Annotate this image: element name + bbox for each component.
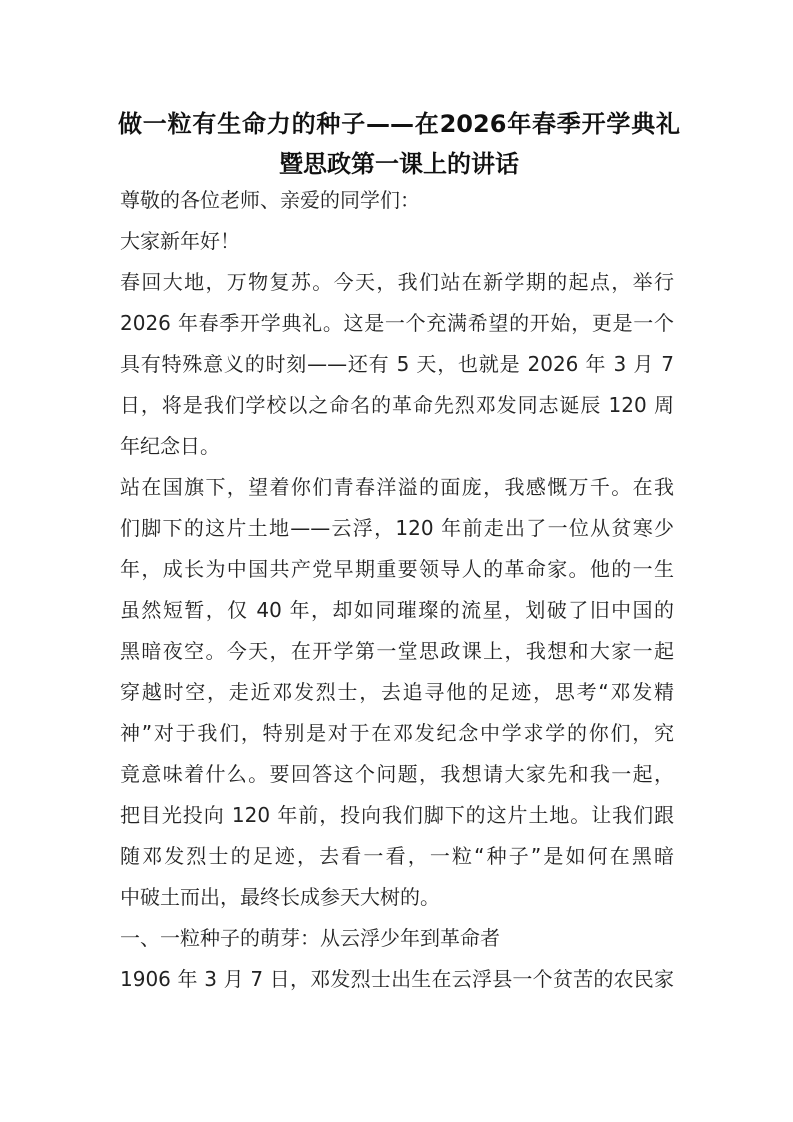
paragraph xyxy=(120,227,674,268)
paragraph xyxy=(120,268,674,473)
paragraph xyxy=(120,924,674,965)
paragraph xyxy=(120,473,674,924)
text-line: 1906 年 3 月 7 日，邓发烈士出生在云浮县一个贫苦的农民家 xyxy=(120,967,674,991)
text-line: 神”对于我们，特别是对于在邓发纪念中学求学的你们，究 xyxy=(120,721,674,745)
document-title-line-1: 做一粒有生命力的种子——在2026年春季开学典礼 xyxy=(118,110,680,138)
text-line: 2026 年春季开学典礼。这是一个充满希望的开始，更是一个 xyxy=(120,311,674,335)
text-line: 穿越时空，走近邓发烈士，去追寻他的足迹，思考“邓发精 xyxy=(120,680,674,704)
text-line: 随邓发烈士的足迹，去看一看，一粒“种子”是如何在黑暗 xyxy=(120,844,674,868)
text-line: 中破土而出，最终长成参天大树的。 xyxy=(120,885,440,909)
document-body xyxy=(120,186,674,1006)
text-line: 年，成长为中国共产党早期重要领导人的革命家。他的一生 xyxy=(120,557,674,581)
text-line: 年纪念日。 xyxy=(120,434,220,458)
text-line: 一、一粒种子的萌芽：从云浮少年到革命者 xyxy=(120,926,500,950)
text-line: 把目光投向 120 年前，投向我们脚下的这片土地。让我们跟 xyxy=(120,803,674,827)
paragraph xyxy=(120,186,674,227)
paragraph xyxy=(120,965,674,1006)
text-line: 竟意味着什么。要回答这个问题，我想请大家先和我一起， xyxy=(120,762,674,786)
text-line: 具有特殊意义的时刻——还有 5 天，也就是 2026 年 3 月 7 xyxy=(120,352,674,376)
text-line: 们脚下的这片土地——云浮，120 年前走出了一位从贫寒少 xyxy=(120,516,674,540)
text-line: 黑暗夜空。今天，在开学第一堂思政课上，我想和大家一起 xyxy=(120,639,674,663)
text-line: 站在国旗下，望着你们青春洋溢的面庞，我感慨万千。在我 xyxy=(120,475,674,499)
text-line: 尊敬的各位老师、亲爱的同学们： xyxy=(120,188,420,212)
text-line: 大家新年好！ xyxy=(120,229,240,253)
text-line: 虽然短暂，仅 40 年，却如同璀璨的流星，划破了旧中国的 xyxy=(120,598,674,622)
text-line: 日，将是我们学校以之命名的革命先烈邓发同志诞辰 120 周 xyxy=(120,393,674,417)
text-line: 春回大地，万物复苏。今天，我们站在新学期的起点，举行 xyxy=(120,270,674,294)
document-title-line-2: 暨思政第一课上的讲话 xyxy=(279,150,519,178)
